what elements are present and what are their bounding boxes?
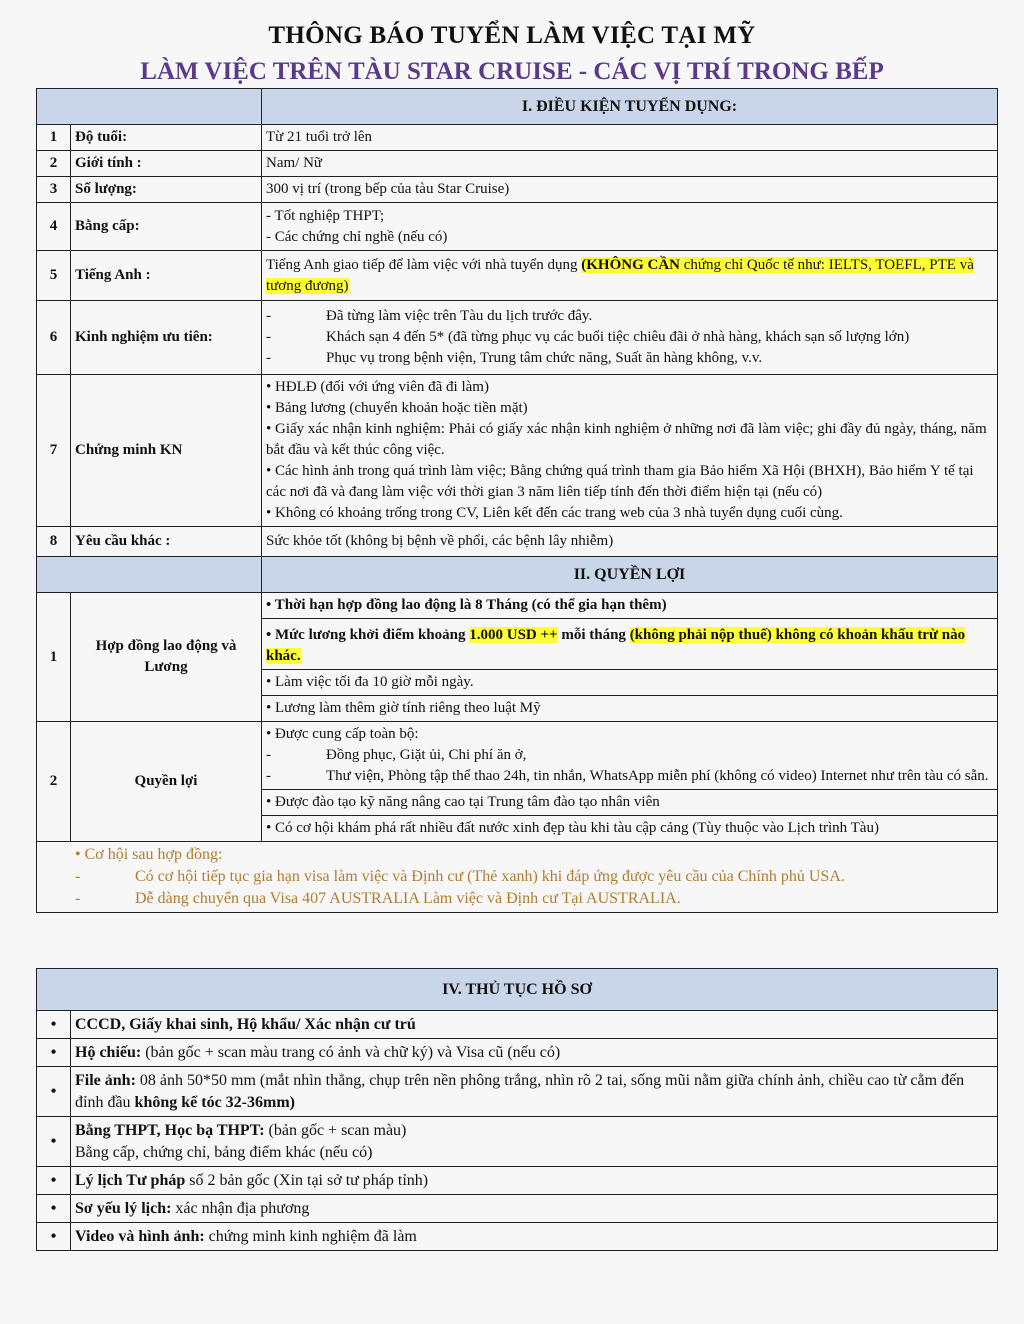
table-row	[37, 251, 998, 301]
row-value: 300 vị trí (trong bếp của tàu Star Cruise)	[262, 177, 998, 203]
section-title: II. QUYỀN LỢI	[262, 557, 998, 593]
row-number: 1	[37, 593, 71, 722]
row-value: Nam/ Nữ	[262, 151, 998, 177]
row-value: Từ 21 tuổi trở lên	[262, 125, 998, 151]
row-value	[262, 301, 998, 375]
row-value	[262, 375, 998, 527]
row-value	[262, 593, 998, 722]
row-label: Quyền lợi	[71, 722, 262, 842]
section-title: I. ĐIỀU KIỆN TUYỂN DỤNG:	[262, 89, 998, 125]
list-item: • Video và hình ảnh: chứng minh kinh nghiệm đã làm	[37, 1223, 998, 1251]
table-row	[37, 842, 998, 913]
list-item: • Được đào tạo kỹ năng nâng cao tại Trung tâm đào tạo nhân viên	[262, 790, 997, 816]
row-label: Chứng minh KN	[71, 375, 262, 527]
list-item: - Các chứng chỉ nghề (nếu có)	[266, 228, 448, 245]
section-title: IV. THỦ TỤC HỒ SƠ	[37, 969, 998, 1011]
documents-table	[36, 968, 998, 1251]
list-item: - Phục vụ trong bệnh viện, Trung tâm chức năng, Suất ăn hàng không, v.v.	[266, 350, 763, 366]
row-label: Kinh nghiệm ưu tiên:	[71, 301, 262, 375]
list-item: • Mức lương khởi điểm khoảng 1.000 USD ++ mỗi tháng (không phải nộp thuế) không có khoản khấu trừ nào khác.	[262, 619, 997, 670]
section-header-benefits	[37, 557, 998, 593]
row-value: Sức khỏe tốt (không bị bệnh về phổi, các bệnh lây nhiễm)	[262, 527, 998, 557]
table-row	[37, 177, 998, 203]
table-row	[37, 203, 998, 251]
row-value	[262, 251, 998, 301]
list-item: - Tốt nghiệp THPT;	[266, 207, 385, 224]
english-requirement: Tiếng Anh giao tiếp để làm việc với nhà tuyển dụng	[266, 256, 582, 273]
row-label: Yêu cầu khác :	[71, 527, 262, 557]
table-row	[37, 301, 998, 375]
table-row	[37, 151, 998, 177]
table-row	[37, 722, 998, 842]
list-item: • Bằng THPT, Học bạ THPT: (bản gốc + scan màu) Bằng cấp, chứng chỉ, bảng điểm khác (nếu có)	[37, 1117, 998, 1167]
recruitment-table	[36, 88, 998, 913]
list-item: • Sơ yếu lý lịch: xác nhận địa phương	[37, 1195, 998, 1223]
list-item: - Khách sạn 4 đến 5* (đã từng phục vụ các buổi tiệc chiêu đãi ở nhà hàng, khách sạn số lượng lớn)	[266, 329, 910, 345]
row-value	[262, 203, 998, 251]
row-label: Giới tính :	[71, 151, 262, 177]
row-number: 5	[37, 251, 71, 301]
highlight-text: chứng chỉ Quốc tế như: IELTS, TOEFL, PTE và tương đương)	[266, 256, 974, 294]
highlight-text: (KHÔNG CẦN	[581, 256, 680, 273]
list-item: • Không có khoảng trống trong CV, Liên kết đến các trang web của 3 nhà tuyển dụng cuối cùng.	[266, 505, 843, 521]
row-label: Hợp đồng lao động và Lương	[71, 593, 262, 722]
table-row	[37, 125, 998, 151]
list-item: • File ảnh: 08 ảnh 50*50 mm (mắt nhìn thẳng, chụp trên nền phông trắng, nhìn rõ 2 tai, sống mũi nằm giữa chính ảnh, chiều cao từ cằm đến đỉnh đầu không kể tóc 32-36mm)	[37, 1067, 998, 1117]
row-label: Bằng cấp:	[71, 203, 262, 251]
row-label: Số lượng:	[71, 177, 262, 203]
row-label: Tiếng Anh :	[71, 251, 262, 301]
list-item: • Giấy xác nhận kinh nghiệm: Phải có giấy xác nhận kinh nghiệm ở những nơi đã làm việc; ghi đầy đủ ngày, tháng, năm bắt đầu và kết thúc công việc.	[266, 421, 987, 458]
row-number: 7	[37, 375, 71, 527]
section-header-procedures	[37, 969, 998, 1011]
row-label: Độ tuổi:	[71, 125, 262, 151]
page-subtitle: LÀM VIỆC TRÊN TÀU STAR CRUISE - CÁC VỊ TRÍ TRONG BẾP	[140, 58, 884, 85]
row-number: 2	[37, 151, 71, 177]
list-item: • Lương làm thêm giờ tính riêng theo luật Mỹ	[266, 700, 541, 716]
list-item: • Được cung cấp toàn bộ: - Đồng phục, Giặt ủi, Chi phí ăn ở, - Thư viện, Phòng tập thể thao 24h, tin nhắn, WhatsApp miễn phí (không có video) Internet như trên tàu có sẵn.	[262, 722, 997, 790]
page-title: THÔNG BÁO TUYỂN LÀM VIỆC TẠI MỸ	[268, 22, 756, 49]
table-row	[37, 527, 998, 557]
after-contract-opportunities: • Cơ hội sau hợp đồng: - Có cơ hội tiếp tục gia hạn visa làm việc và Định cư (Thẻ xanh) khi đáp ứng được yêu cầu của Chính phủ USA. - Dễ dàng chuyển qua Visa 407 AUSTRALIA Làm việc và Định cư Tại AUSTRALIA.	[37, 842, 998, 913]
row-number: 6	[37, 301, 71, 375]
table-row	[37, 593, 998, 722]
table-row	[37, 375, 998, 527]
section-header-conditions	[37, 89, 998, 125]
row-number: 3	[37, 177, 71, 203]
list-item: • Hộ chiếu: (bản gốc + scan màu trang có ảnh và chữ ký) và Visa cũ (nếu có)	[37, 1039, 998, 1067]
row-number: 8	[37, 527, 71, 557]
row-value	[262, 722, 998, 842]
list-item: • Lý lịch Tư pháp số 2 bản gốc (Xin tại sở tư pháp tỉnh)	[37, 1167, 998, 1195]
row-number: 1	[37, 125, 71, 151]
list-item: - Đã từng làm việc trên Tàu du lịch trước đây.	[266, 308, 593, 324]
list-item: • Các hình ảnh trong quá trình làm việc; Bằng chứng quá trình tham gia Bảo hiểm Xã Hội (BHXH), Bảo hiểm Y tế tại các nơi đã và đang làm việc với thời gian 3 năm liên tiếp tính đến thời điểm hiện tại (nếu có)	[266, 463, 974, 500]
list-item: • Bảng lương (chuyển khoản hoặc tiền mặt)	[266, 400, 528, 416]
list-item: • CCCD, Giấy khai sinh, Hộ khẩu/ Xác nhận cư trú	[37, 1011, 998, 1039]
list-item: • Làm việc tối đa 10 giờ mỗi ngày.	[262, 670, 997, 696]
list-item: • Thời hạn hợp đồng lao động là 8 Tháng (có thể gia hạn thêm)	[262, 593, 997, 619]
row-number: 2	[37, 722, 71, 842]
list-item: • HĐLĐ (đối với ứng viên đã đi làm)	[266, 379, 489, 395]
row-number: 4	[37, 203, 71, 251]
list-item: • Có cơ hội khám phá rất nhiều đất nước xinh đẹp tàu khi tàu cập cảng (Tùy thuộc vào Lịch trình Tàu)	[266, 820, 879, 836]
